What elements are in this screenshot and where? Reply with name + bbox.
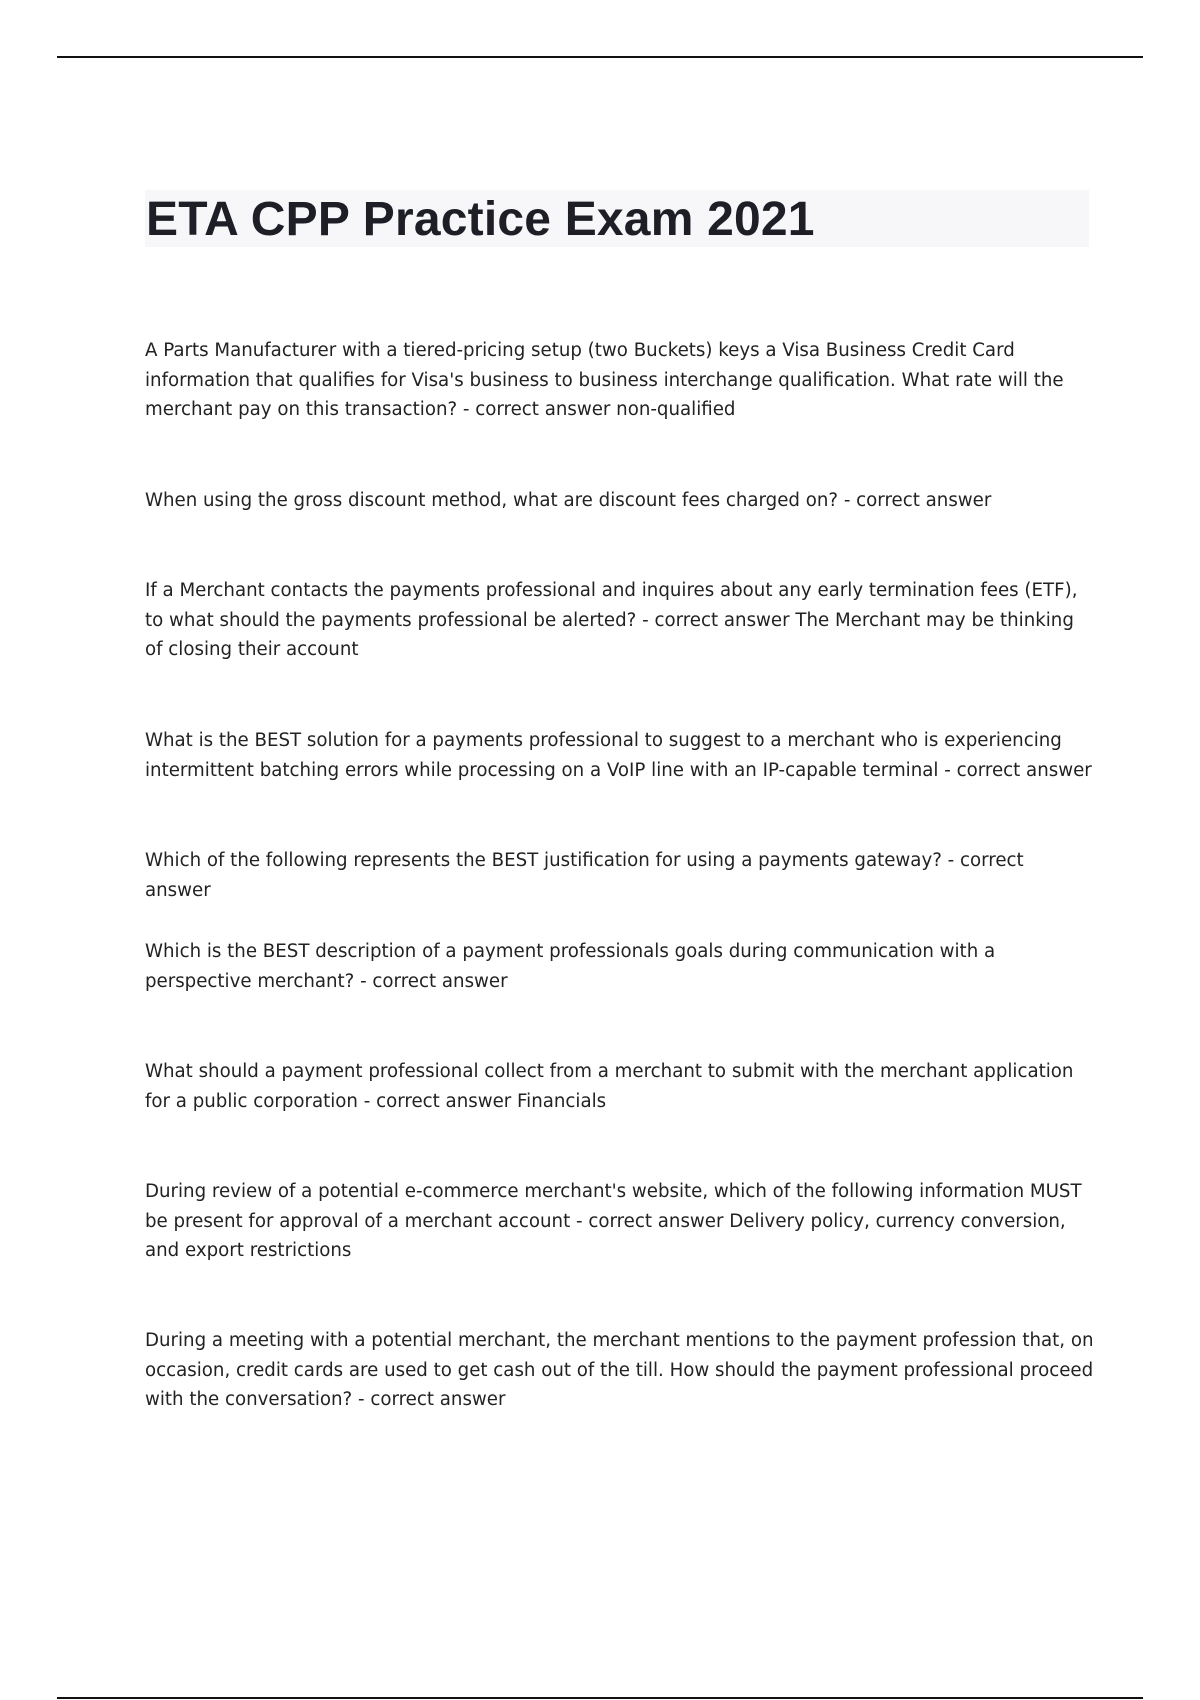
question-9: During a meeting with a potential merchant, the merchant mentions to the payment profession that, on occasion, credit cards are used to get cash out of the till. How should the payment professional proceed with the conversation? - correct answer [145, 1330, 1094, 1410]
question-8: During review of a potential e-commerce merchant's website, which of the following information MUST be present for approval of a merchant account - correct answer Delivery policy, currency conversion, and export restrictions [145, 1181, 1082, 1261]
top-rule [57, 56, 1143, 58]
question-1: A Parts Manufacturer with a tiered-pricing setup (two Buckets) keys a Visa Business Credit Card information that qualifies for Visa's business to business interchange qualification. What rate will the merchant pay on this transaction? - correct answer non-qualified [145, 340, 1064, 420]
question-2: When using the gross discount method, what are discount fees charged on? - correct answer [145, 490, 992, 511]
question-7: What should a payment professional collect from a merchant to submit with the merchant application for a public corporation - correct answer Financials [145, 1061, 1074, 1112]
document-title: ETA CPP Practice Exam 2021 [146, 193, 815, 246]
question-3: If a Merchant contacts the payments professional and inquires about any early termination fees (ETF), to what should the payments professional be alerted? - correct answer The Merchant may be thinking of closing their account [145, 580, 1078, 660]
question-5: Which of the following represents the BEST justification for using a payments gateway? - correct answer [145, 850, 1024, 901]
question-4: What is the BEST solution for a payments professional to suggest to a merchant who is experiencing intermittent batching errors while processing on a VoIP line with an IP-capable terminal - correct answer [145, 730, 1092, 781]
bottom-rule [57, 1697, 1143, 1699]
question-6: Which is the BEST description of a payment professionals goals during communication with a perspective merchant? - correct answer [145, 941, 996, 992]
